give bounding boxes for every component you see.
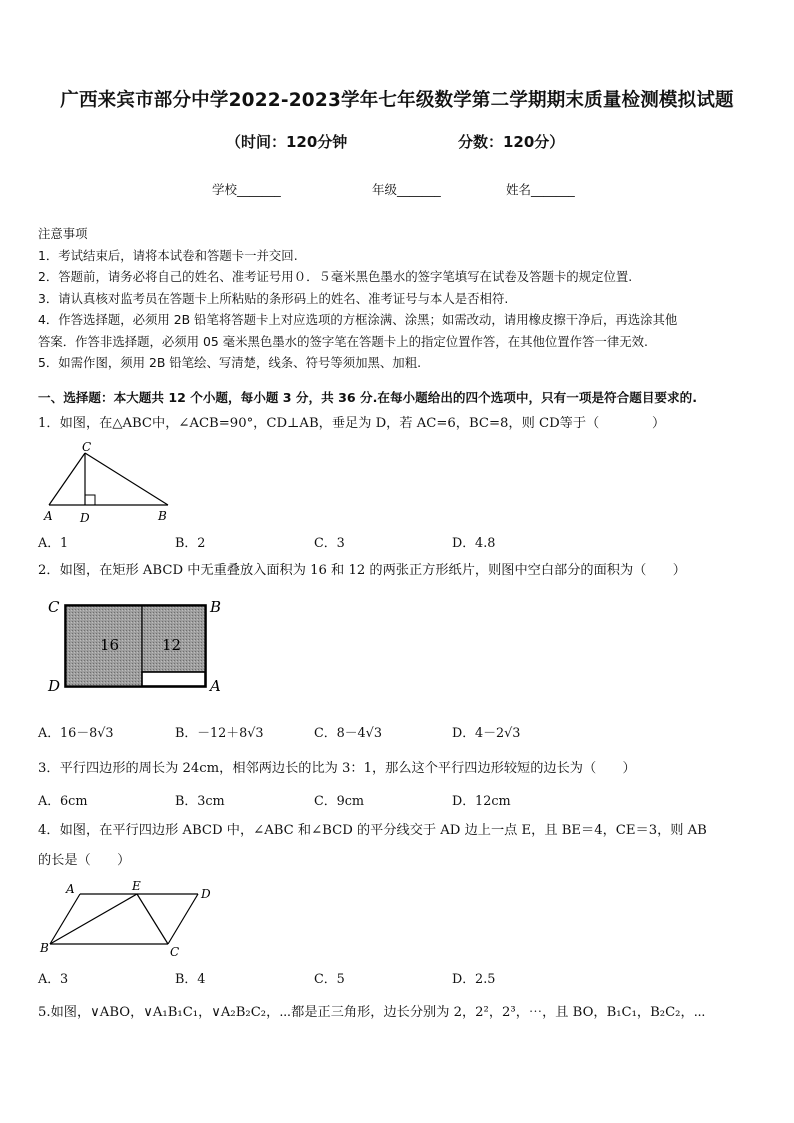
q2-option-c[interactable]: C．8－4√3: [314, 726, 382, 741]
name-field[interactable]: 姓名_______: [506, 182, 575, 197]
label-d: D: [80, 511, 90, 525]
note-item: 4．作答选择题，必须用 2B 铅笔将答题卡上对应选项的方框涂满、涂黑；如需改动，请用橡皮擦干净后，再选涂其他: [38, 312, 678, 327]
note-item: 5．如需作图，须用 2B 铅笔绘、写清楚，线条、符号等须加黑、加粗.: [38, 355, 422, 370]
q3-option-b[interactable]: B．3cm: [175, 794, 225, 809]
page-title: 广西来宾市部分中学2022-2023学年七年级数学第二学期期末质量检测模拟试题: [60, 90, 734, 111]
q4-option-c[interactable]: C．5: [314, 972, 345, 987]
label-b: B: [40, 941, 49, 955]
notes-heading: 注意事项: [38, 226, 88, 241]
school-field[interactable]: 学校_______: [212, 182, 281, 197]
question-5-stem: 5.如图，∨ABO，∨A₁B₁C₁，∨A₂B₂C₂，⋯都是正三角形，边长分别为 2，2²，2³，⋯，且 BO，B₁C₁，B₂C₂，⋯: [38, 1005, 706, 1020]
q3-option-c[interactable]: C．9cm: [314, 794, 365, 809]
question-4-stem-line2: 的长是（ ）: [38, 853, 131, 868]
question-3-stem: 3．平行四边形的周长为 24cm，相邻两边长的比为 3：1，那么这个平行四边形较短的边长为（ ）: [38, 761, 636, 776]
note-item: 答案．作答非选择题，必须用 05 毫米黑色墨水的签字笔在答题卡上的指定位置作答，在其他位置作答一律无效.: [38, 333, 648, 349]
q4-option-d[interactable]: D．2.5: [452, 972, 496, 987]
label-c: C: [82, 440, 92, 454]
score-label: 分数：120分）: [458, 133, 565, 151]
label-a: A: [66, 882, 75, 896]
triangle-figure-q1: [40, 438, 180, 526]
q1-option-b[interactable]: B．2: [175, 536, 206, 551]
question-2-stem: 2．如图，在矩形 ABCD 中无重叠放入面积为 16 和 12 的两张正方形纸片，则图中空白部分的面积为（ ）: [38, 563, 686, 578]
q1-option-c[interactable]: C．3: [314, 536, 345, 551]
label-16: 16: [100, 636, 120, 654]
q4-option-a[interactable]: A．3: [38, 972, 69, 987]
notes-section: [38, 223, 758, 374]
label-c: C: [170, 945, 180, 959]
q1-option-a[interactable]: A．1: [38, 536, 69, 551]
label-a: A: [210, 677, 221, 695]
q2-option-d[interactable]: D．4－2√3: [452, 726, 521, 741]
q2-option-a[interactable]: A．16－8√3: [38, 726, 114, 741]
section-heading: 一、选择题：本大题共 12 个小题，每小题 3 分，共 36 分.在每小题给出的四个选项中，只有一项是符合题目要求的.: [38, 390, 698, 405]
question-1-stem: 1．如图，在△ABC中，∠ACB=90°，CD⊥AB，垂足为 D，若 AC=6，BC=8，则 CD等于（ ）: [38, 416, 666, 431]
rectangle-figure-q2: [42, 594, 232, 698]
label-c: C: [48, 598, 60, 616]
label-a: A: [44, 509, 53, 523]
label-b: B: [210, 598, 222, 616]
q3-option-a[interactable]: A．6cm: [38, 794, 88, 809]
label-b: B: [158, 509, 167, 523]
time-label: （时间：120分钟: [226, 133, 348, 151]
q2-option-b[interactable]: B．－12＋8√3: [175, 726, 264, 741]
label-e: E: [132, 879, 141, 893]
question-4-stem-line1: 4．如图，在平行四边形 ABCD 中，∠ABC 和∠BCD 的平分线交于 AD 边上一点 E，且 BE＝4，CE＝3，则 AB: [38, 823, 707, 838]
parallelogram-figure-q4: [38, 876, 228, 960]
label-12: 12: [162, 636, 182, 654]
q3-option-d[interactable]: D．12cm: [452, 794, 511, 809]
note-item: 2．答题前，请务必将自己的姓名、准考证号用０．５毫米黑色墨水的签字笔填写在试卷及答题卡的规定位置.: [38, 269, 633, 284]
q1-option-d[interactable]: D．4.8: [452, 536, 496, 551]
q4-option-b[interactable]: B．4: [175, 972, 206, 987]
label-d: D: [201, 887, 211, 901]
label-d: D: [48, 677, 61, 695]
grade-field[interactable]: 年级_______: [372, 182, 441, 197]
note-item: 3．请认真核对监考员在答题卡上所粘贴的条形码上的姓名、准考证号与本人是否相符.: [38, 290, 509, 306]
note-item: 1．考试结束后，请将本试卷和答题卡一并交回.: [38, 247, 298, 263]
